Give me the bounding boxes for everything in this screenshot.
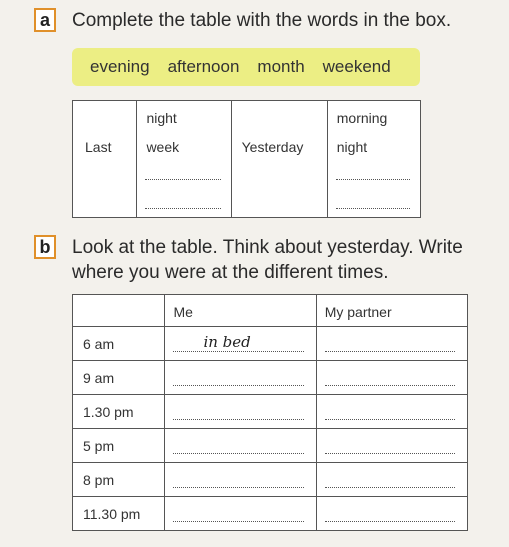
header-partner-label: My partner <box>324 304 392 320</box>
example-answer: in bed <box>203 333 251 351</box>
word-box <box>72 48 420 86</box>
table-row <box>73 361 468 395</box>
time-cell: 5 pm <box>73 429 165 463</box>
time-cell: 11.30 pm <box>73 497 165 531</box>
answer-line[interactable] <box>173 351 303 352</box>
table-a-last-label: Last <box>85 139 112 155</box>
answer-line[interactable] <box>336 208 410 209</box>
answer-line[interactable] <box>325 487 455 488</box>
me-cell[interactable] <box>165 395 316 429</box>
partner-cell[interactable] <box>316 463 467 497</box>
answer-line[interactable] <box>173 385 303 386</box>
table-a-col1 <box>137 101 231 218</box>
table-row <box>73 327 468 361</box>
table-b-header-me <box>165 295 316 327</box>
section-b-instruction-line1: Look at the table. Think about yesterday. Write <box>72 237 463 258</box>
answer-line[interactable] <box>173 419 303 420</box>
answer-line[interactable] <box>325 385 455 386</box>
partner-cell[interactable] <box>316 497 467 531</box>
me-cell[interactable] <box>165 463 316 497</box>
word-box-item: month <box>257 57 305 76</box>
section-a-letter: a <box>34 8 56 32</box>
time-cell: 1.30 pm <box>73 395 165 429</box>
table-b-header-partner <box>316 295 467 327</box>
partner-cell[interactable] <box>316 327 467 361</box>
table-a-col1-top: night <box>146 110 177 126</box>
partner-cell[interactable] <box>316 395 467 429</box>
partner-cell[interactable] <box>316 361 467 395</box>
table-row <box>73 497 468 531</box>
word-box-item: weekend <box>322 57 391 76</box>
answer-line[interactable] <box>325 419 455 420</box>
answer-line[interactable] <box>173 521 303 522</box>
me-cell[interactable] <box>165 497 316 531</box>
table-a-yesterday-cell <box>231 101 327 218</box>
answer-line[interactable] <box>336 179 410 180</box>
word-box-item: evening <box>90 57 150 76</box>
time-cell: 9 am <box>73 361 165 395</box>
table-a-col3-mid: night <box>336 139 368 155</box>
header-me-label: Me <box>173 304 193 320</box>
table-b-header-empty <box>73 295 165 327</box>
table-a-yesterday-label: Yesterday <box>241 139 304 155</box>
section-b-letter: b <box>34 235 56 259</box>
time-cell: 8 pm <box>73 463 165 497</box>
answer-line[interactable] <box>173 487 303 488</box>
partner-cell[interactable] <box>316 429 467 463</box>
answer-line[interactable] <box>325 351 455 352</box>
table-a-last-cell <box>73 101 137 218</box>
word-box-item: afternoon <box>167 57 240 76</box>
table-row <box>73 463 468 497</box>
table-b-header-row <box>73 295 468 327</box>
section-b-instruction-line2: where you were at the different times. <box>72 262 389 283</box>
table-a-col3-top: morning <box>336 110 388 126</box>
table-a-col1-mid: week <box>146 139 180 155</box>
answer-line[interactable] <box>173 453 303 454</box>
me-cell[interactable] <box>165 361 316 395</box>
answer-line[interactable] <box>325 453 455 454</box>
answer-line[interactable] <box>145 179 220 180</box>
answer-line[interactable] <box>325 521 455 522</box>
answer-line[interactable] <box>145 208 220 209</box>
me-cell[interactable] <box>165 429 316 463</box>
time-cell: 6 am <box>73 327 165 361</box>
table-row <box>73 395 468 429</box>
me-cell[interactable] <box>165 327 316 361</box>
table-a <box>72 100 421 218</box>
table-row <box>73 429 468 463</box>
table-a-col3 <box>327 101 420 218</box>
section-a-instruction: Complete the table with the words in the box. <box>72 10 452 31</box>
table-b <box>72 294 468 531</box>
